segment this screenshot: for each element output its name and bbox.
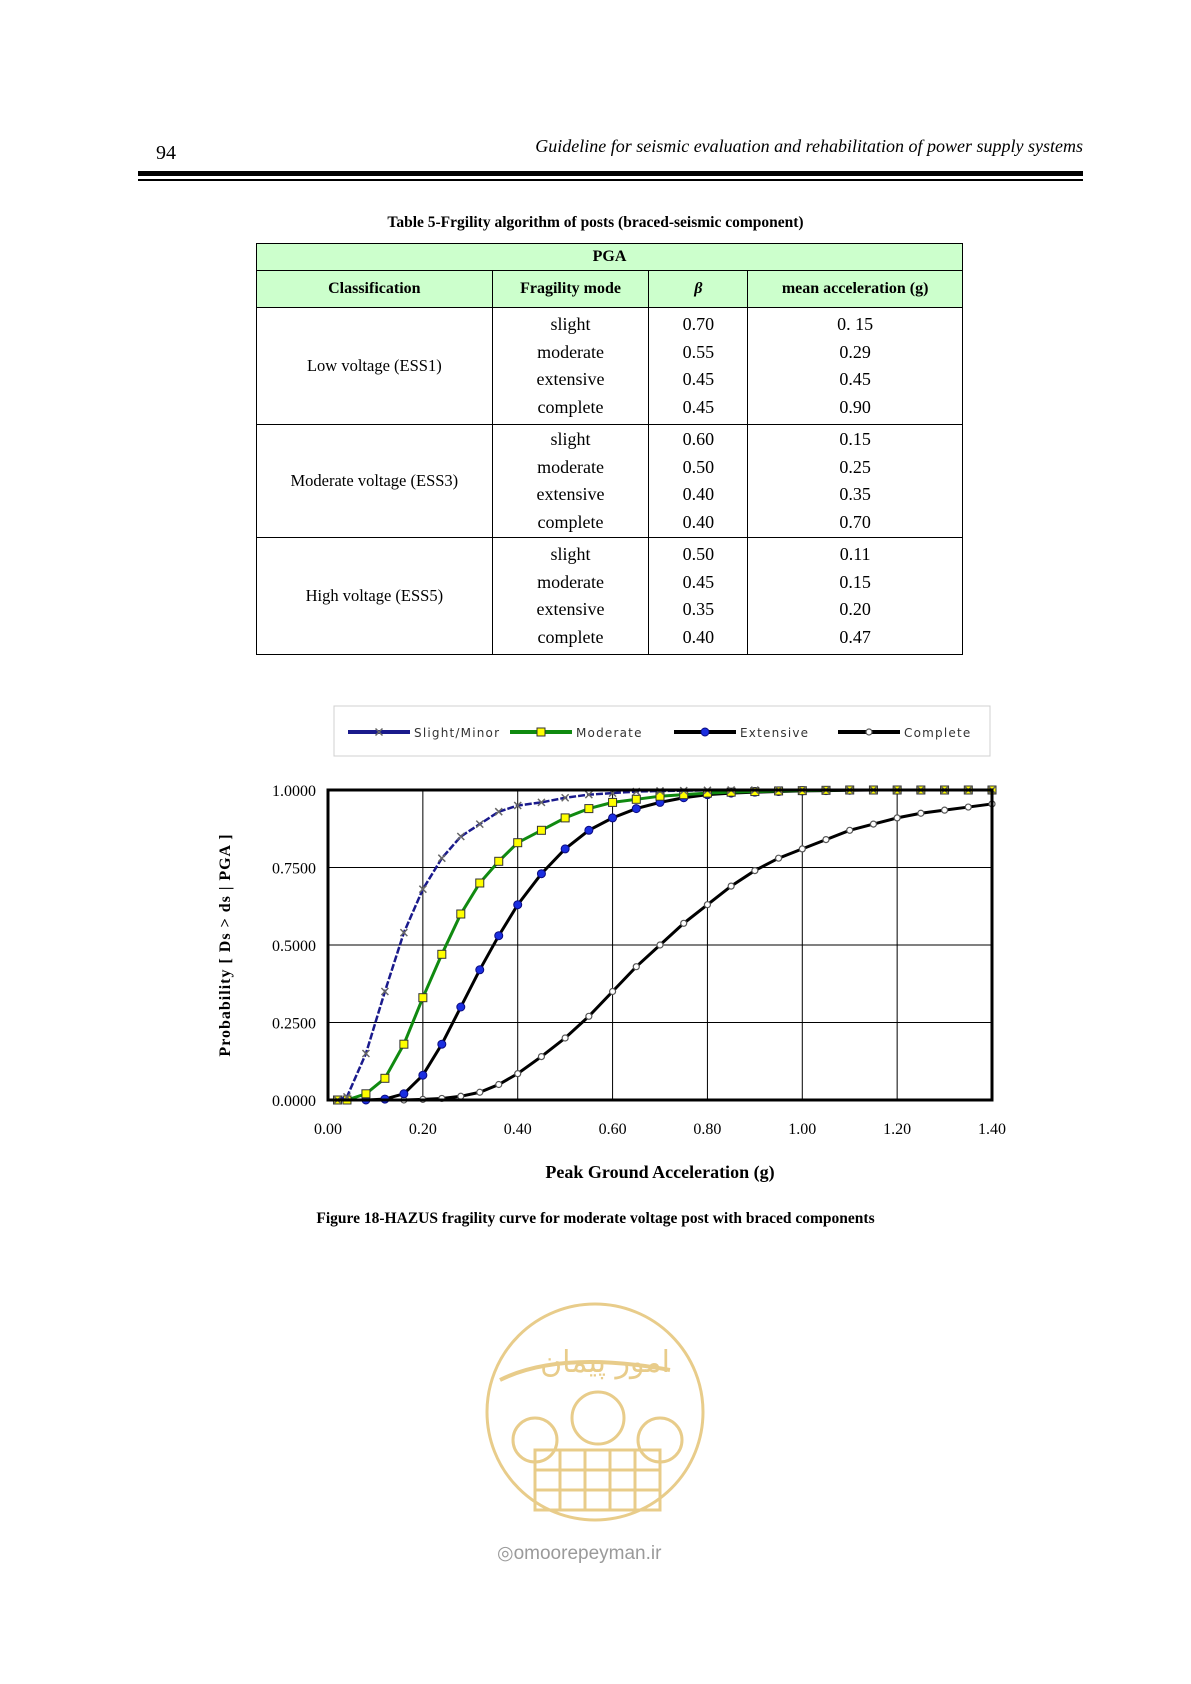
y-tick-label: 0.0000	[272, 1093, 316, 1110]
beta-value: 0.45	[682, 571, 715, 592]
classification-cell: Low voltage (ESS1)	[257, 308, 493, 425]
data-point	[476, 821, 483, 828]
watermark-url-text: omoorepeyman.ir	[513, 1543, 662, 1564]
x-tick-label: 1.00	[788, 1121, 817, 1138]
classification-cell: High voltage (ESS5)	[257, 538, 493, 655]
watermark-logo-text: امور پیمان	[540, 1345, 670, 1380]
x-tick-label: 1.40	[978, 1121, 1006, 1138]
data-point	[823, 837, 829, 843]
data-point	[458, 1093, 464, 1099]
mean-value: 0.25	[839, 456, 871, 477]
data-point	[799, 846, 805, 852]
beta-value: 0.40	[682, 511, 715, 532]
x-tick-label: 1.20	[883, 1121, 912, 1138]
x-tick-label: 0.80	[693, 1121, 722, 1138]
mode-value: complete	[537, 626, 604, 647]
data-point	[476, 879, 484, 887]
data-point	[477, 1089, 483, 1095]
data-point	[585, 826, 593, 834]
data-point	[942, 807, 948, 813]
watermark-url: ◎omoorepeyman.ir	[497, 1543, 662, 1564]
beta-value: 0.40	[682, 484, 715, 504]
x-tick-label: 0.40	[503, 1121, 532, 1138]
mode-value: extensive	[536, 369, 605, 389]
mean-value: 0. 15	[837, 314, 874, 334]
data-point	[537, 870, 545, 878]
data-point	[515, 1071, 521, 1077]
data-point	[704, 902, 710, 908]
watermark-logo-icon	[480, 1300, 710, 1535]
data-point	[457, 833, 464, 840]
mean-value: 0.35	[839, 484, 871, 504]
column-header-fragility-mode: Fragility mode	[492, 271, 649, 308]
mode-value: moderate	[537, 456, 605, 477]
legend-label: Moderate	[576, 726, 643, 740]
mean-value: 0.20	[839, 599, 871, 619]
data-point	[438, 1040, 446, 1048]
data-point	[400, 1040, 408, 1048]
beta-value: 0.45	[682, 369, 715, 389]
table-caption: Table 5-Frgility algorithm of posts (braced-seismic component)	[387, 214, 804, 231]
beta-value: 0.60	[682, 429, 715, 449]
mean-value: 0.70	[839, 511, 871, 532]
mode-value: complete	[537, 396, 604, 417]
data-point	[632, 805, 640, 813]
data-point	[609, 798, 617, 806]
data-point	[561, 814, 569, 822]
data-point	[537, 728, 545, 736]
column-header-classification: Classification	[257, 271, 493, 308]
mode-value: extensive	[536, 599, 605, 619]
data-point	[610, 989, 616, 995]
data-point	[965, 804, 971, 810]
beta-value: 0.70	[682, 314, 715, 334]
beta-value: 0.55	[682, 341, 715, 362]
x-tick-label: 0.60	[598, 1121, 627, 1138]
mode-value: extensive	[536, 484, 605, 504]
figure-caption: Figure 18-HAZUS fragility curve for moderate voltage post with braced components	[316, 1210, 875, 1227]
data-point	[400, 1090, 408, 1098]
data-point	[728, 883, 734, 889]
data-point	[633, 964, 639, 970]
data-point	[752, 868, 758, 874]
table-group-header: PGA	[257, 244, 963, 271]
data-point	[609, 814, 617, 822]
y-axis-label: Probability [ Ds > ds | PGA ]	[217, 833, 234, 1057]
data-point	[457, 910, 465, 918]
data-point	[866, 729, 872, 735]
data-point	[514, 901, 522, 909]
data-point	[585, 805, 593, 813]
data-point	[495, 932, 503, 940]
data-point	[701, 728, 709, 736]
mode-value: slight	[550, 314, 591, 334]
mean-value: 0.29	[839, 341, 871, 362]
y-tick-label: 1.0000	[272, 783, 316, 800]
x-tick-label: 0.00	[314, 1121, 342, 1138]
data-point	[362, 1090, 370, 1098]
beta-value: 0.40	[682, 626, 715, 647]
data-point	[438, 855, 445, 862]
mode-value: moderate	[537, 341, 605, 362]
mean-value: 0.90	[839, 396, 871, 417]
data-point	[438, 950, 446, 958]
data-point	[496, 1082, 502, 1088]
beta-value: 0.50	[682, 544, 715, 564]
data-point	[776, 855, 782, 861]
mode-value: complete	[537, 511, 604, 532]
data-point	[870, 821, 876, 827]
data-point	[419, 994, 427, 1002]
data-point	[457, 1003, 465, 1011]
mean-value: 0.15	[839, 571, 871, 592]
mean-value: 0.45	[839, 369, 871, 389]
chart-ticks	[272, 783, 1006, 1138]
data-point	[537, 826, 545, 834]
data-point	[514, 839, 522, 847]
mode-value: slight	[550, 429, 591, 449]
data-point	[538, 1054, 544, 1060]
data-point	[632, 795, 640, 803]
data-point	[495, 857, 503, 865]
legend-label: Complete	[904, 726, 972, 740]
x-axis-label: Peak Ground Acceleration (g)	[545, 1162, 775, 1182]
page-number: 94	[156, 142, 176, 164]
data-point	[847, 827, 853, 833]
beta-value: 0.35	[682, 599, 715, 619]
mean-value: 0.15	[839, 429, 871, 449]
data-point	[381, 1074, 389, 1082]
classification-cell: Moderate voltage (ESS3)	[257, 425, 493, 538]
beta-value: 0.45	[682, 396, 715, 417]
y-tick-label: 0.2500	[272, 1015, 316, 1033]
mean-value: 0.47	[839, 626, 871, 647]
mode-value: slight	[550, 544, 591, 564]
data-point	[681, 920, 687, 926]
mean-value: 0.11	[839, 544, 871, 564]
column-header-beta: β	[649, 271, 748, 308]
data-point	[918, 810, 924, 816]
data-point	[419, 1071, 427, 1079]
y-tick-label: 0.5000	[272, 938, 316, 955]
mode-value: moderate	[537, 571, 605, 592]
beta-value: 0.50	[682, 456, 715, 477]
data-point	[476, 966, 484, 974]
x-tick-label: 0.20	[408, 1121, 437, 1138]
data-point	[586, 1013, 592, 1019]
y-tick-label: 0.7500	[272, 860, 316, 878]
legend-label: Extensive	[740, 726, 810, 740]
data-point	[562, 1035, 568, 1041]
data-point	[561, 845, 569, 853]
legend-label: Slight/Minor	[414, 726, 501, 740]
data-point	[657, 942, 663, 948]
data-point	[894, 815, 900, 821]
running-header: Guideline for seismic evaluation and rehabilitation of power supply systems	[535, 136, 1083, 156]
column-header-mean-acceleration: mean acceleration (g)	[748, 271, 963, 308]
